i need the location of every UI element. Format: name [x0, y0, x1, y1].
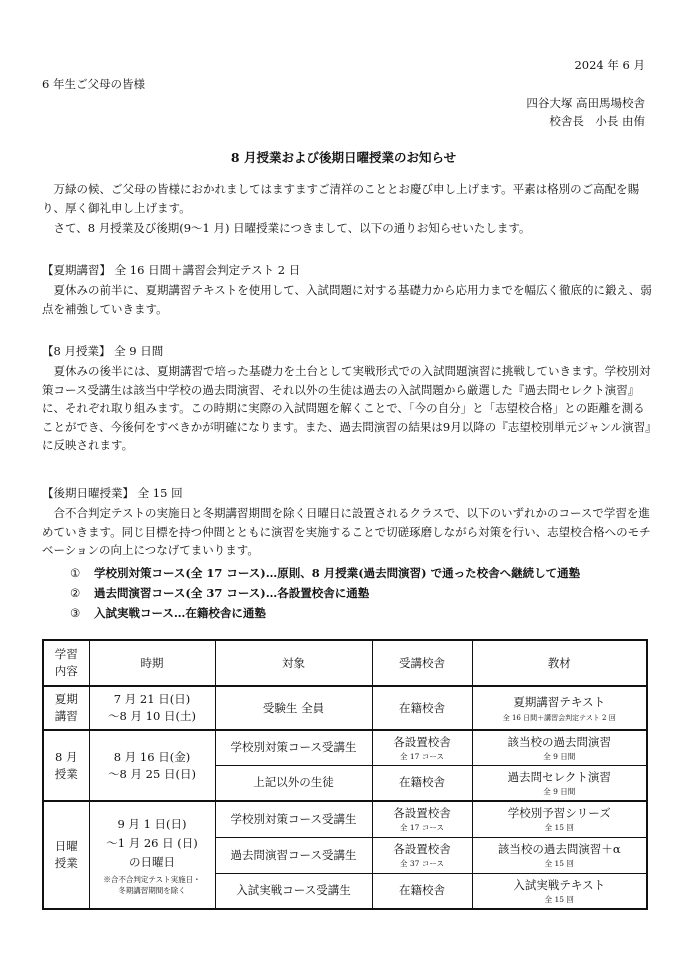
- campus-cell: 在籍校舎: [372, 686, 472, 730]
- section-heading-summer: 【夏期講習】 全 16 日間＋講習会判定テスト 2 日: [42, 263, 301, 277]
- material-cell: 学校別予習シリーズ 全 15 回: [472, 801, 647, 837]
- intro-paragraph-purpose: さて、8 月授業及び後期(9～1 月) 日曜授業につきまして、以下の通りお知らせいたします。: [53, 221, 531, 235]
- campus-cell: 在籍校舎: [372, 765, 472, 801]
- target-cell: 学校別対策コース受講生: [215, 730, 372, 765]
- issue-date: 2024 年 6 月: [574, 58, 645, 72]
- section-body-summer: 夏休みの前半に、夏期講習テキストを使用して、入試問題に対する基礎力から応用力までを幅広く徹底的に鍛え、弱点を補強していきます。: [42, 283, 652, 316]
- course-item: ② 過去問演習コース(全 37 コース)…各設置校舎に通塾: [70, 586, 370, 600]
- material-cell: 該当校の過去問演習 全 9 日間: [472, 730, 647, 765]
- section-heading-august: 【8 月授業】 全 9 日間: [42, 344, 164, 358]
- target-cell: 過去問演習コース受講生: [215, 837, 372, 873]
- notice-title: 8 月授業および後期日曜授業のお知らせ: [230, 150, 457, 165]
- header-target: 対象: [215, 640, 372, 686]
- section-heading-sunday: 【後期日曜授業】 全 15 回: [42, 486, 183, 500]
- header-period: 時期: [89, 640, 215, 686]
- schedule-table: [42, 639, 648, 910]
- period-summer: 7 月 21 日(日) ～8 月 10 日(土): [89, 686, 215, 730]
- course-item: ① 学校別対策コース(全 17 コース)…原則、8 月授業(過去問演習) で通った校舎へ継続して通塾: [70, 566, 581, 580]
- header-campus: 受講校舎: [372, 640, 472, 686]
- category-august: 8 月 授業: [43, 730, 89, 801]
- target-cell: 学校別対策コース受講生: [215, 801, 372, 837]
- target-cell: 受験生 全員: [215, 686, 372, 730]
- target-cell: 上記以外の生徒: [215, 765, 372, 801]
- category-summer: 夏期 講習: [43, 686, 89, 730]
- campus-cell: 各設置校舎 全 17 コース: [372, 801, 472, 837]
- recipient: 6 年生ご父母の皆様: [42, 77, 145, 91]
- campus-cell: 各設置校舎 全 37 コース: [372, 837, 472, 873]
- sender-school: 四谷大塚 高田馬場校舎: [526, 96, 645, 110]
- table-row-august: [43, 730, 647, 765]
- period-august: 8 月 16 日(金) ～8 月 25 日(日): [89, 730, 215, 801]
- course-list: [70, 563, 580, 623]
- target-cell: 入試実戦コース受講生: [215, 873, 372, 909]
- section-body-sunday: 合不合判定テストの実施日と冬期講習期間を除く日曜日に設置されるクラスで、以下のいずれかのコースで学習を進めていきます。同じ目標を持つ仲間とともに演習を実施することで切磋琢磨しながら対策を行い、志望校合格へのモチベーションの向上につなげてまいります。: [42, 506, 651, 557]
- header-material: 教材: [472, 640, 647, 686]
- sender-principal: 校舎長 小長 由侑: [549, 114, 645, 128]
- intro-paragraph-greeting: 万緑の候、ご父母の皆様におかれましてはますますご清祥のこととお慶び申し上げます。平素は格別のご高配を賜り、厚く御礼申し上げます。: [42, 182, 640, 215]
- material-cell: 過去問セレクト演習 全 9 日間: [472, 765, 647, 801]
- table-row-summer: [43, 686, 647, 730]
- section-body-august: 夏休みの後半には、夏期講習で培った基礎力を土台として実戦形式での入試問題演習に挑戦していきます。学校別対策コース受講生は該当中学校の過去問演習、それ以外の生徒は過去の入試問題から厳選した『過去問セレクト演習』に、それぞれ取り組みます。この時期に実際の入試問題を解くことで、「今の自分」と「志望校合格」との距離を測ることができ、今後何をすべきかが明確になります。また、過去問演習の結果は9月以降の『志望校別単元ジャンル演習』に反映されます。: [42, 364, 651, 452]
- course-item: ③ 入試実戦コース…在籍校舎に通塾: [70, 606, 266, 620]
- header-course: 学習 内容: [43, 640, 89, 686]
- material-cell: 入試実戦テキスト 全 15 回: [472, 873, 647, 909]
- campus-cell: 在籍校舎: [372, 873, 472, 909]
- table-row-sunday: [43, 801, 647, 837]
- category-sunday: 日曜 授業: [43, 801, 89, 909]
- material-cell: 夏期講習テキスト 全 16 日間＋講習会判定テスト 2 回: [472, 686, 647, 730]
- period-sunday: 9 月 1 日(日) ～1 月 26 日 (日) の日曜日 ※合不合判定テスト実施日・ 冬期講習期間を除く: [89, 801, 215, 909]
- table-header-row: [43, 640, 647, 686]
- campus-cell: 各設置校舎 全 17 コース: [372, 730, 472, 765]
- material-cell: 該当校の過去問演習＋α 全 15 回: [472, 837, 647, 873]
